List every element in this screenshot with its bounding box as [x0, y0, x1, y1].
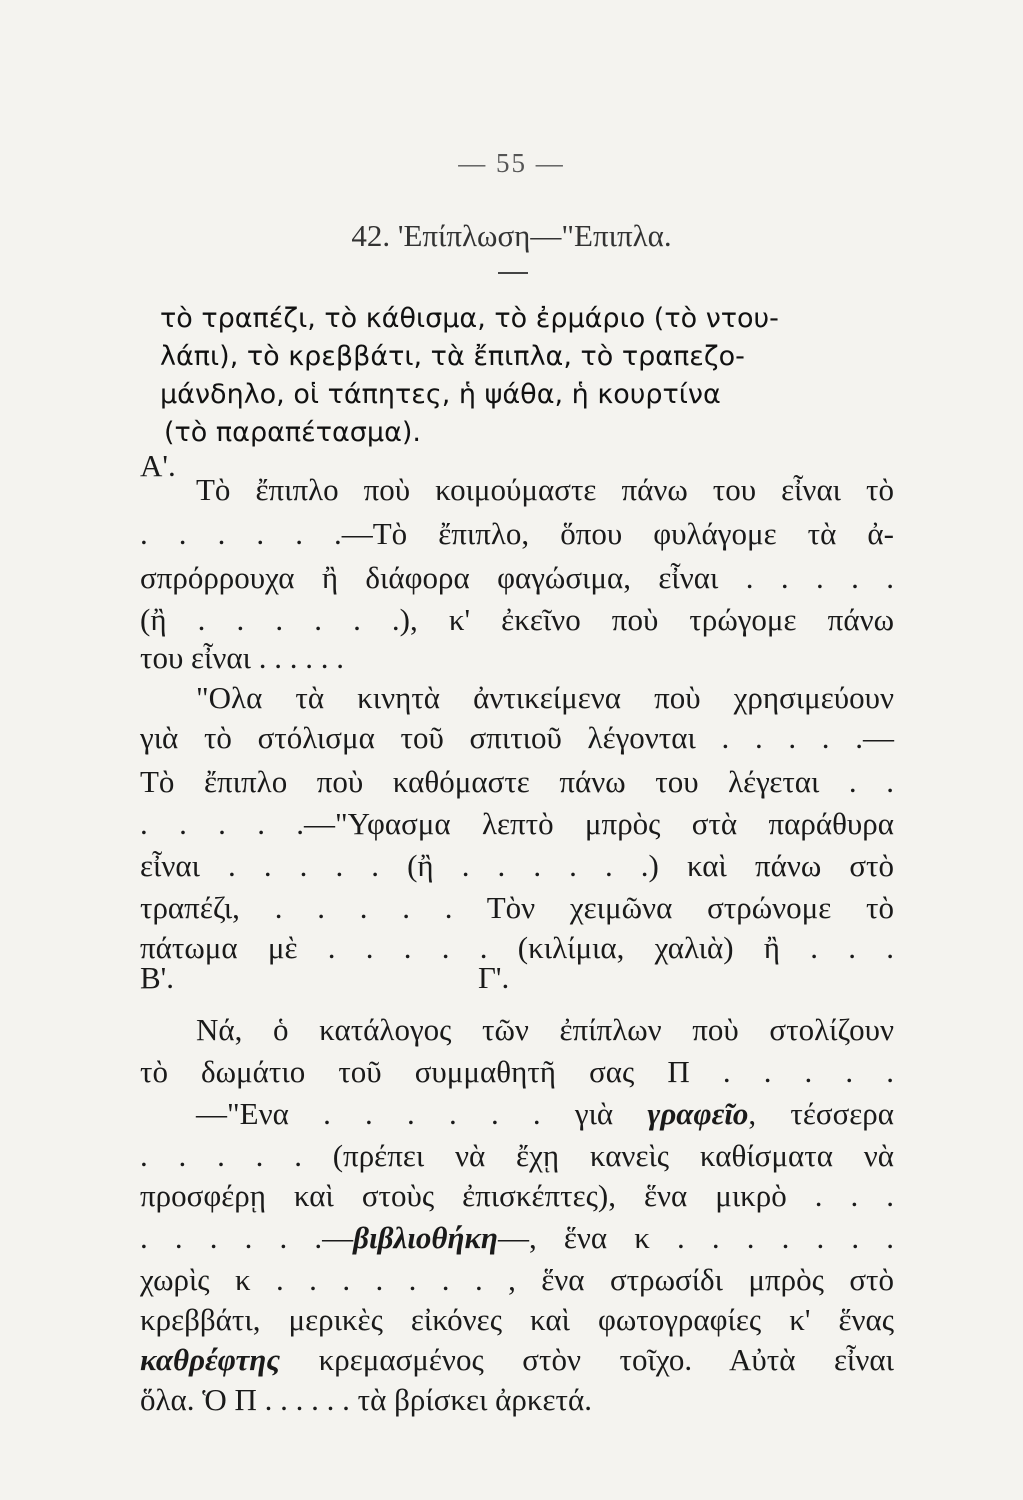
vocabulary-list: [160, 300, 896, 452]
vocabulary-line: (τὸ παραπέτασμα).: [164, 417, 421, 448]
text-line: [140, 1342, 894, 1378]
section-c-label: Γ'.: [478, 960, 510, 995]
text-line: "Ολα τὰ κινητὰ ἀντικείμενα ποὺ χρησιμεύουν: [196, 680, 894, 715]
text-line: πάτωμα μὲ . . . . . (κιλίμια, χαλιὰ) ἢ . . .: [140, 930, 894, 965]
text-line: προσφέρῃ καὶ στοὺς ἐπισκέπτες), ἕνα μικρὸ . . .: [140, 1178, 894, 1213]
title-rule: [498, 272, 528, 274]
text-line: σπρόρρουχα ἢ διάφορα φαγώσιμα, εἶναι . . . . .: [140, 560, 894, 595]
text-line: Τὸ ἔπιπλο ποὺ κοιμούμαστε πάνω του εἶναι τὸ: [196, 472, 894, 507]
text-line: [140, 1096, 894, 1132]
text-line: χωρὶς κ . . . . . . . , ἕνα στρωσίδι μπρὸς στὸ: [140, 1262, 894, 1297]
emphasized-word: καθρέφτης: [140, 1342, 281, 1377]
text-line: . . . . . (πρέπει νὰ ἔχῃ κανεὶς καθίσματα νὰ: [140, 1138, 894, 1173]
text-fragment: κρεμασμένος στὸν τοῖχο. Αὐτὰ εἶναι: [280, 1342, 894, 1377]
text-line: ὅλα. Ὁ Π . . . . . . τὰ βρίσκει ἀρκετά.: [140, 1382, 592, 1417]
lesson-title: 42. 'Επίπλωση—"Επιπλα.: [351, 218, 672, 253]
text-line: κρεββάτι, μερικὲς εἰκόνες καὶ φωτογραφίες κ' ἕνας: [140, 1302, 894, 1337]
text-line: [140, 1220, 894, 1256]
text-line: Νά, ὁ κατάλογος τῶν ἐπίπλων ποὺ στολίζουν: [196, 1012, 894, 1047]
text-fragment: —"Ενα . . . . . . γιὰ: [196, 1096, 614, 1131]
vocabulary-line: τὸ τραπέζι, τὸ κάθισμα, τὸ ἐρμάριο (τὸ ντου-: [160, 303, 779, 334]
text-fragment: , τέσσερα: [748, 1096, 895, 1131]
text-fragment: . . . . . .—: [140, 1220, 354, 1255]
vocabulary-line: μάνδηλο, οἱ τάπητες, ἡ ψάθα, ἡ κουρτίνα: [160, 379, 721, 410]
vocabulary-line: λάπι), τὸ κρεββάτι, τὰ ἔπιπλα, τὸ τραπεζο-: [160, 341, 745, 372]
text-line: (ἢ . . . . . .), κ' ἐκεῖνο ποὺ τρώγομε πάνω: [140, 602, 894, 637]
text-line: του εἶναι . . . . . .: [140, 640, 345, 675]
text-line: τὸ δωμάτιο τοῦ συμμαθητῆ σας Π . . . . .: [140, 1054, 894, 1089]
emphasized-word: βιβλιοθήκη: [353, 1220, 498, 1255]
text-line: εἶναι . . . . . (ἢ . . . . . .) καὶ πάνω στὸ: [140, 848, 894, 883]
section-a-label: Α'.: [140, 448, 176, 483]
text-line: . . . . .—"Υφασμα λεπτὸ μπρὸς στὰ παράθυρα: [140, 806, 894, 841]
text-line: . . . . . .—Τὸ ἔπιπλο, ὅπου φυλάγομε τὰ ἀ-: [140, 516, 894, 551]
text-line: τραπέζι, . . . . . Τὸν χειμῶνα στρώνομε τὸ: [140, 890, 894, 925]
text-fragment: —, ἕνα κ . . . . . . .: [497, 1220, 895, 1255]
page-number: — 55 —: [458, 148, 565, 178]
emphasized-word: γραφεῖο: [647, 1096, 749, 1131]
text-line: Τὸ ἔπιπλο ποὺ καθόμαστε πάνω του λέγεται . .: [140, 764, 894, 799]
text-line: γιὰ τὸ στόλισμα τοῦ σπιτιοῦ λέγονται . . . . .—: [140, 720, 894, 755]
section-b-label: Β'.: [140, 960, 175, 995]
